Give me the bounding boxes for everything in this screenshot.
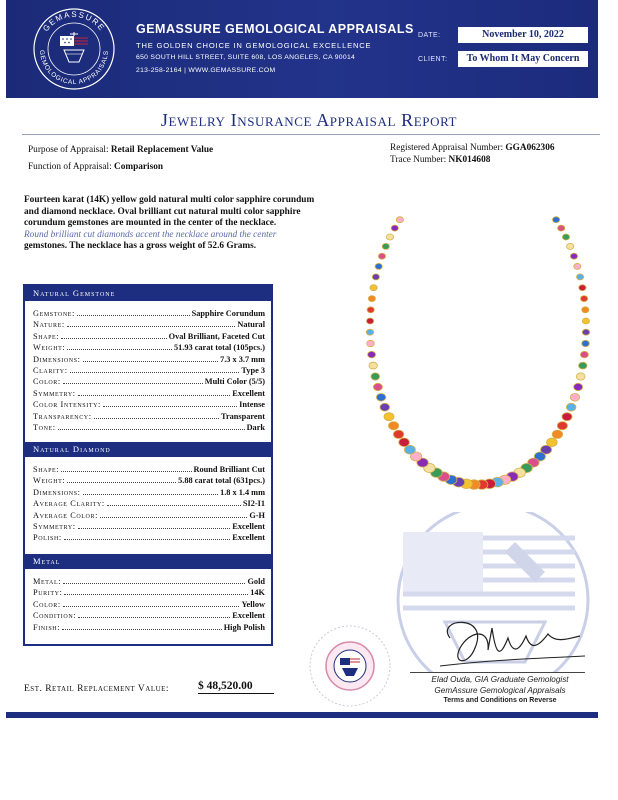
necklace-gemstone — [570, 394, 579, 402]
spec-label: Color Intensity: — [33, 400, 101, 410]
necklace-gemstone — [582, 340, 590, 346]
spec-row — [33, 308, 265, 319]
necklace-gemstone — [566, 403, 576, 411]
spec-row — [33, 376, 265, 387]
spec-value: Excellent — [232, 522, 265, 531]
leader-dots — [94, 418, 219, 419]
spec-value: Oval Brilliant, Faceted Cut — [168, 331, 265, 341]
necklace-gemstone — [382, 243, 389, 249]
company-name: GEMASSURE GEMOLOGICAL APPRAISALS — [136, 22, 414, 36]
spec-label: Shape: — [33, 465, 60, 474]
leader-dots — [64, 594, 248, 595]
leader-dots — [67, 326, 236, 327]
necklace-gemstone — [367, 340, 375, 346]
necklace-gemstone — [370, 285, 377, 291]
description-line: Fourteen karat (14K) yellow gold natural multi color sapphire corundum — [24, 195, 315, 205]
footer-bar — [6, 712, 598, 718]
appraiser-signature — [430, 608, 590, 678]
spec-label: Weight: — [33, 343, 66, 353]
necklace-gemstone — [386, 234, 393, 240]
description-line: Round brilliant cut diamonds accent the necklace around the center — [24, 229, 277, 240]
date-field: November 10, 2022 — [458, 27, 588, 43]
necklace-gemstone — [366, 329, 373, 335]
spec-row — [33, 365, 265, 376]
spec-row — [33, 610, 265, 621]
necklace-gemstone — [558, 225, 565, 231]
spec-label: Polish: — [33, 533, 62, 543]
spec-value: Gold — [247, 577, 265, 586]
spec-label: Average Color: — [33, 510, 98, 520]
description-line: and diamond necklace. Oval brilliant cut natural multi color sapphire — [24, 206, 301, 217]
trace-value: NK014608 — [448, 155, 491, 165]
necklace-gemstone — [553, 217, 560, 223]
spec-value: 51.93 carat total (105pcs.) — [173, 343, 265, 353]
leader-dots — [67, 349, 172, 350]
necklace-gemstone — [552, 430, 562, 438]
necklace-gemstone — [574, 383, 583, 390]
necklace-gemstone — [367, 307, 374, 313]
spec-row — [33, 422, 265, 433]
spec-label: Color: — [33, 377, 61, 387]
spec-row — [33, 487, 265, 498]
spec-row — [33, 498, 265, 509]
item-description — [24, 195, 344, 253]
logo-text-bottom: GEMOLOGICAL APPRAISALS — [37, 49, 111, 87]
necklace-gemstone — [376, 394, 385, 402]
necklace-gemstone — [562, 413, 572, 421]
section-header-gemstone: Natural Gemstone — [25, 286, 271, 301]
spec-value: Natural — [237, 320, 265, 330]
necklace-gemstone — [393, 430, 403, 438]
spec-label: Color: — [33, 599, 61, 609]
spec-value: High Polish — [223, 622, 265, 632]
registered-label: Registered Appraisal Number: — [390, 143, 504, 153]
appraiser-name: Elad Ouda, GIA Graduate Gemologist — [431, 675, 569, 684]
spec-value: Dark — [246, 423, 265, 432]
spec-row — [33, 319, 265, 330]
necklace-gemstone — [562, 234, 569, 240]
leader-dots — [58, 429, 245, 430]
spec-row — [33, 388, 265, 399]
purpose-line — [28, 145, 213, 155]
leader-dots — [63, 583, 245, 584]
necklace-gemstone — [567, 243, 574, 249]
leader-dots — [78, 528, 231, 529]
necklace-gemstone — [557, 422, 567, 430]
trace-number-line — [390, 155, 490, 165]
spec-value: 1.8 x 1.4 mm — [220, 487, 265, 497]
necklace-gemstone — [580, 351, 588, 358]
leader-dots — [103, 406, 237, 407]
spec-row — [33, 331, 265, 342]
leader-dots — [62, 629, 222, 630]
terms-note: Terms and Conditions on Reverse — [443, 697, 557, 704]
function-label: Function of Appraisal: — [28, 162, 112, 172]
spec-label: Clarity: — [33, 366, 68, 375]
spec-label: Tone: — [33, 423, 56, 432]
spec-value: Round Brilliant Cut — [193, 465, 265, 474]
company-address: 650 SOUTH HILL STREET, SUITE 608, LOS ANGELES, CA 90014 — [136, 54, 356, 61]
spec-value: Transparent — [221, 411, 265, 421]
necklace-gemstone — [380, 403, 390, 411]
signature-line — [410, 672, 585, 673]
necklace-gemstone — [368, 351, 376, 358]
spec-value: G-H — [249, 510, 265, 520]
function-line — [28, 162, 163, 172]
necklace-gemstone — [582, 307, 589, 313]
leader-dots — [64, 539, 230, 540]
description-line: gemstones. The necklace has a gross weight of 52.6 Grams. — [24, 241, 257, 251]
spec-value: Excellent — [232, 611, 265, 621]
client-label: CLIENT: — [418, 56, 448, 63]
purpose-label: Purpose of Appraisal: — [28, 145, 109, 155]
spec-value: Type 3 — [241, 366, 265, 375]
spec-label: Dimensions: — [33, 354, 81, 364]
spec-value: 5.88 carat total (631pcs.) — [178, 476, 265, 486]
description-line: corundum gemstones are mounted in the center of the necklace. — [24, 218, 277, 228]
spec-row — [33, 532, 265, 543]
appraiser-company: GemAssure Gemological Appraisals — [434, 686, 566, 695]
necklace-gemstone — [373, 383, 382, 390]
spec-row — [33, 411, 265, 422]
logo-text-top: GEMASSURE — [41, 9, 107, 34]
leader-dots — [61, 338, 166, 339]
spec-label: Dimensions: — [33, 487, 81, 497]
spec-value: Excellent — [232, 388, 265, 398]
letterhead-band — [6, 0, 598, 98]
leader-dots — [67, 482, 176, 483]
purpose-value: Retail Replacement Value — [110, 145, 214, 155]
spec-label: Metal: — [33, 577, 62, 586]
spec-label: Symmetry: — [33, 388, 76, 398]
spec-value: Intense — [239, 400, 265, 410]
spec-value: Multi Color (5/5) — [204, 377, 265, 387]
necklace-gemstone — [375, 263, 382, 269]
spec-row — [33, 399, 265, 410]
function-value: Comparison — [114, 162, 164, 172]
spec-label: Weight: — [33, 476, 66, 486]
spec-label: Finish: — [33, 622, 61, 632]
spec-label: Gemstone: — [33, 309, 75, 318]
valuation-label: Est. Retail Replacement Value: — [24, 684, 170, 694]
spec-row — [33, 599, 265, 610]
spec-label: Shape: — [33, 331, 60, 341]
leader-dots — [63, 606, 240, 607]
necklace-gemstone — [378, 253, 385, 259]
spec-row — [33, 354, 265, 365]
necklace-gemstone — [384, 413, 394, 421]
spec-label: Average Clarity: — [33, 499, 105, 509]
spec-row — [33, 521, 265, 532]
spec-value: Excellent — [232, 533, 265, 543]
leader-dots — [63, 383, 203, 384]
spec-label: Symmetry: — [33, 522, 76, 531]
necklace-gemstone — [367, 318, 374, 324]
svg-text:GEMASSURE — [41, 10, 107, 33]
necklace-gemstone — [576, 373, 585, 380]
spec-row — [33, 510, 265, 521]
leader-dots — [61, 471, 191, 472]
specification-panel — [23, 284, 273, 646]
necklace-gemstone — [582, 318, 589, 324]
necklace-gemstone — [581, 296, 588, 302]
client-field: To Whom It May Concern — [458, 51, 588, 67]
necklace-gemstone — [399, 438, 410, 447]
leader-dots — [83, 494, 218, 495]
trace-label: Trace Number: — [390, 155, 447, 165]
necklace-gemstone — [579, 362, 587, 369]
gemassure-seal — [308, 624, 392, 708]
necklace-gemstone — [371, 373, 380, 380]
spec-label: Nature: — [33, 320, 65, 330]
leader-dots — [70, 372, 240, 373]
gemassure-logo — [26, 6, 122, 92]
necklace-photo — [356, 208, 601, 508]
spec-label: Transparency: — [33, 411, 92, 421]
necklace-gemstone — [372, 274, 379, 280]
leader-dots — [77, 315, 190, 316]
spec-label: Condition: — [33, 611, 77, 621]
spec-value: SI2-I1 — [242, 499, 265, 509]
date-label: DATE: — [418, 32, 441, 39]
spec-row — [33, 576, 265, 587]
necklace-gemstone — [579, 285, 586, 291]
leader-dots — [100, 517, 247, 518]
necklace-gemstone — [369, 362, 377, 369]
spec-row — [33, 622, 265, 633]
necklace-gemstone — [391, 225, 398, 231]
spec-value: 14K — [250, 588, 265, 598]
section-header-diamond: Natural Diamond — [25, 442, 271, 457]
spec-label: Purity: — [33, 588, 63, 598]
registered-number-line — [390, 143, 555, 153]
valuation-underline — [198, 693, 274, 694]
section-header-metal: Metal — [25, 554, 271, 569]
spec-row — [33, 464, 265, 475]
leader-dots — [78, 395, 231, 396]
necklace-gemstone — [396, 217, 403, 223]
necklace-gemstone — [582, 329, 589, 335]
necklace-gemstone — [368, 296, 375, 302]
spec-row — [33, 342, 265, 353]
valuation-amount: $ 48,520.00 — [198, 680, 253, 692]
necklace-gemstone — [574, 263, 581, 269]
spec-value: Sapphire Corundum — [191, 309, 265, 318]
spec-row — [33, 587, 265, 598]
leader-dots — [83, 361, 218, 362]
spec-value: Yellow — [241, 599, 265, 609]
company-tagline: THE GOLDEN CHOICE IN GEMOLOGICAL EXCELLENCE — [136, 41, 372, 50]
registered-value: GGA062306 — [505, 143, 555, 153]
necklace-gemstone — [570, 253, 577, 259]
leader-dots — [107, 505, 241, 506]
necklace-gemstone — [577, 274, 584, 280]
spec-value: 7.3 x 3.7 mm — [220, 354, 265, 364]
report-title: Jewelry Insurance Appraisal Report — [160, 110, 458, 130]
necklace-gemstone — [389, 422, 399, 430]
company-contact: 213-258-2164 | WWW.GEMASSURE.COM — [136, 67, 276, 74]
title-divider — [22, 134, 600, 135]
spec-row — [33, 475, 265, 486]
leader-dots — [78, 617, 230, 618]
